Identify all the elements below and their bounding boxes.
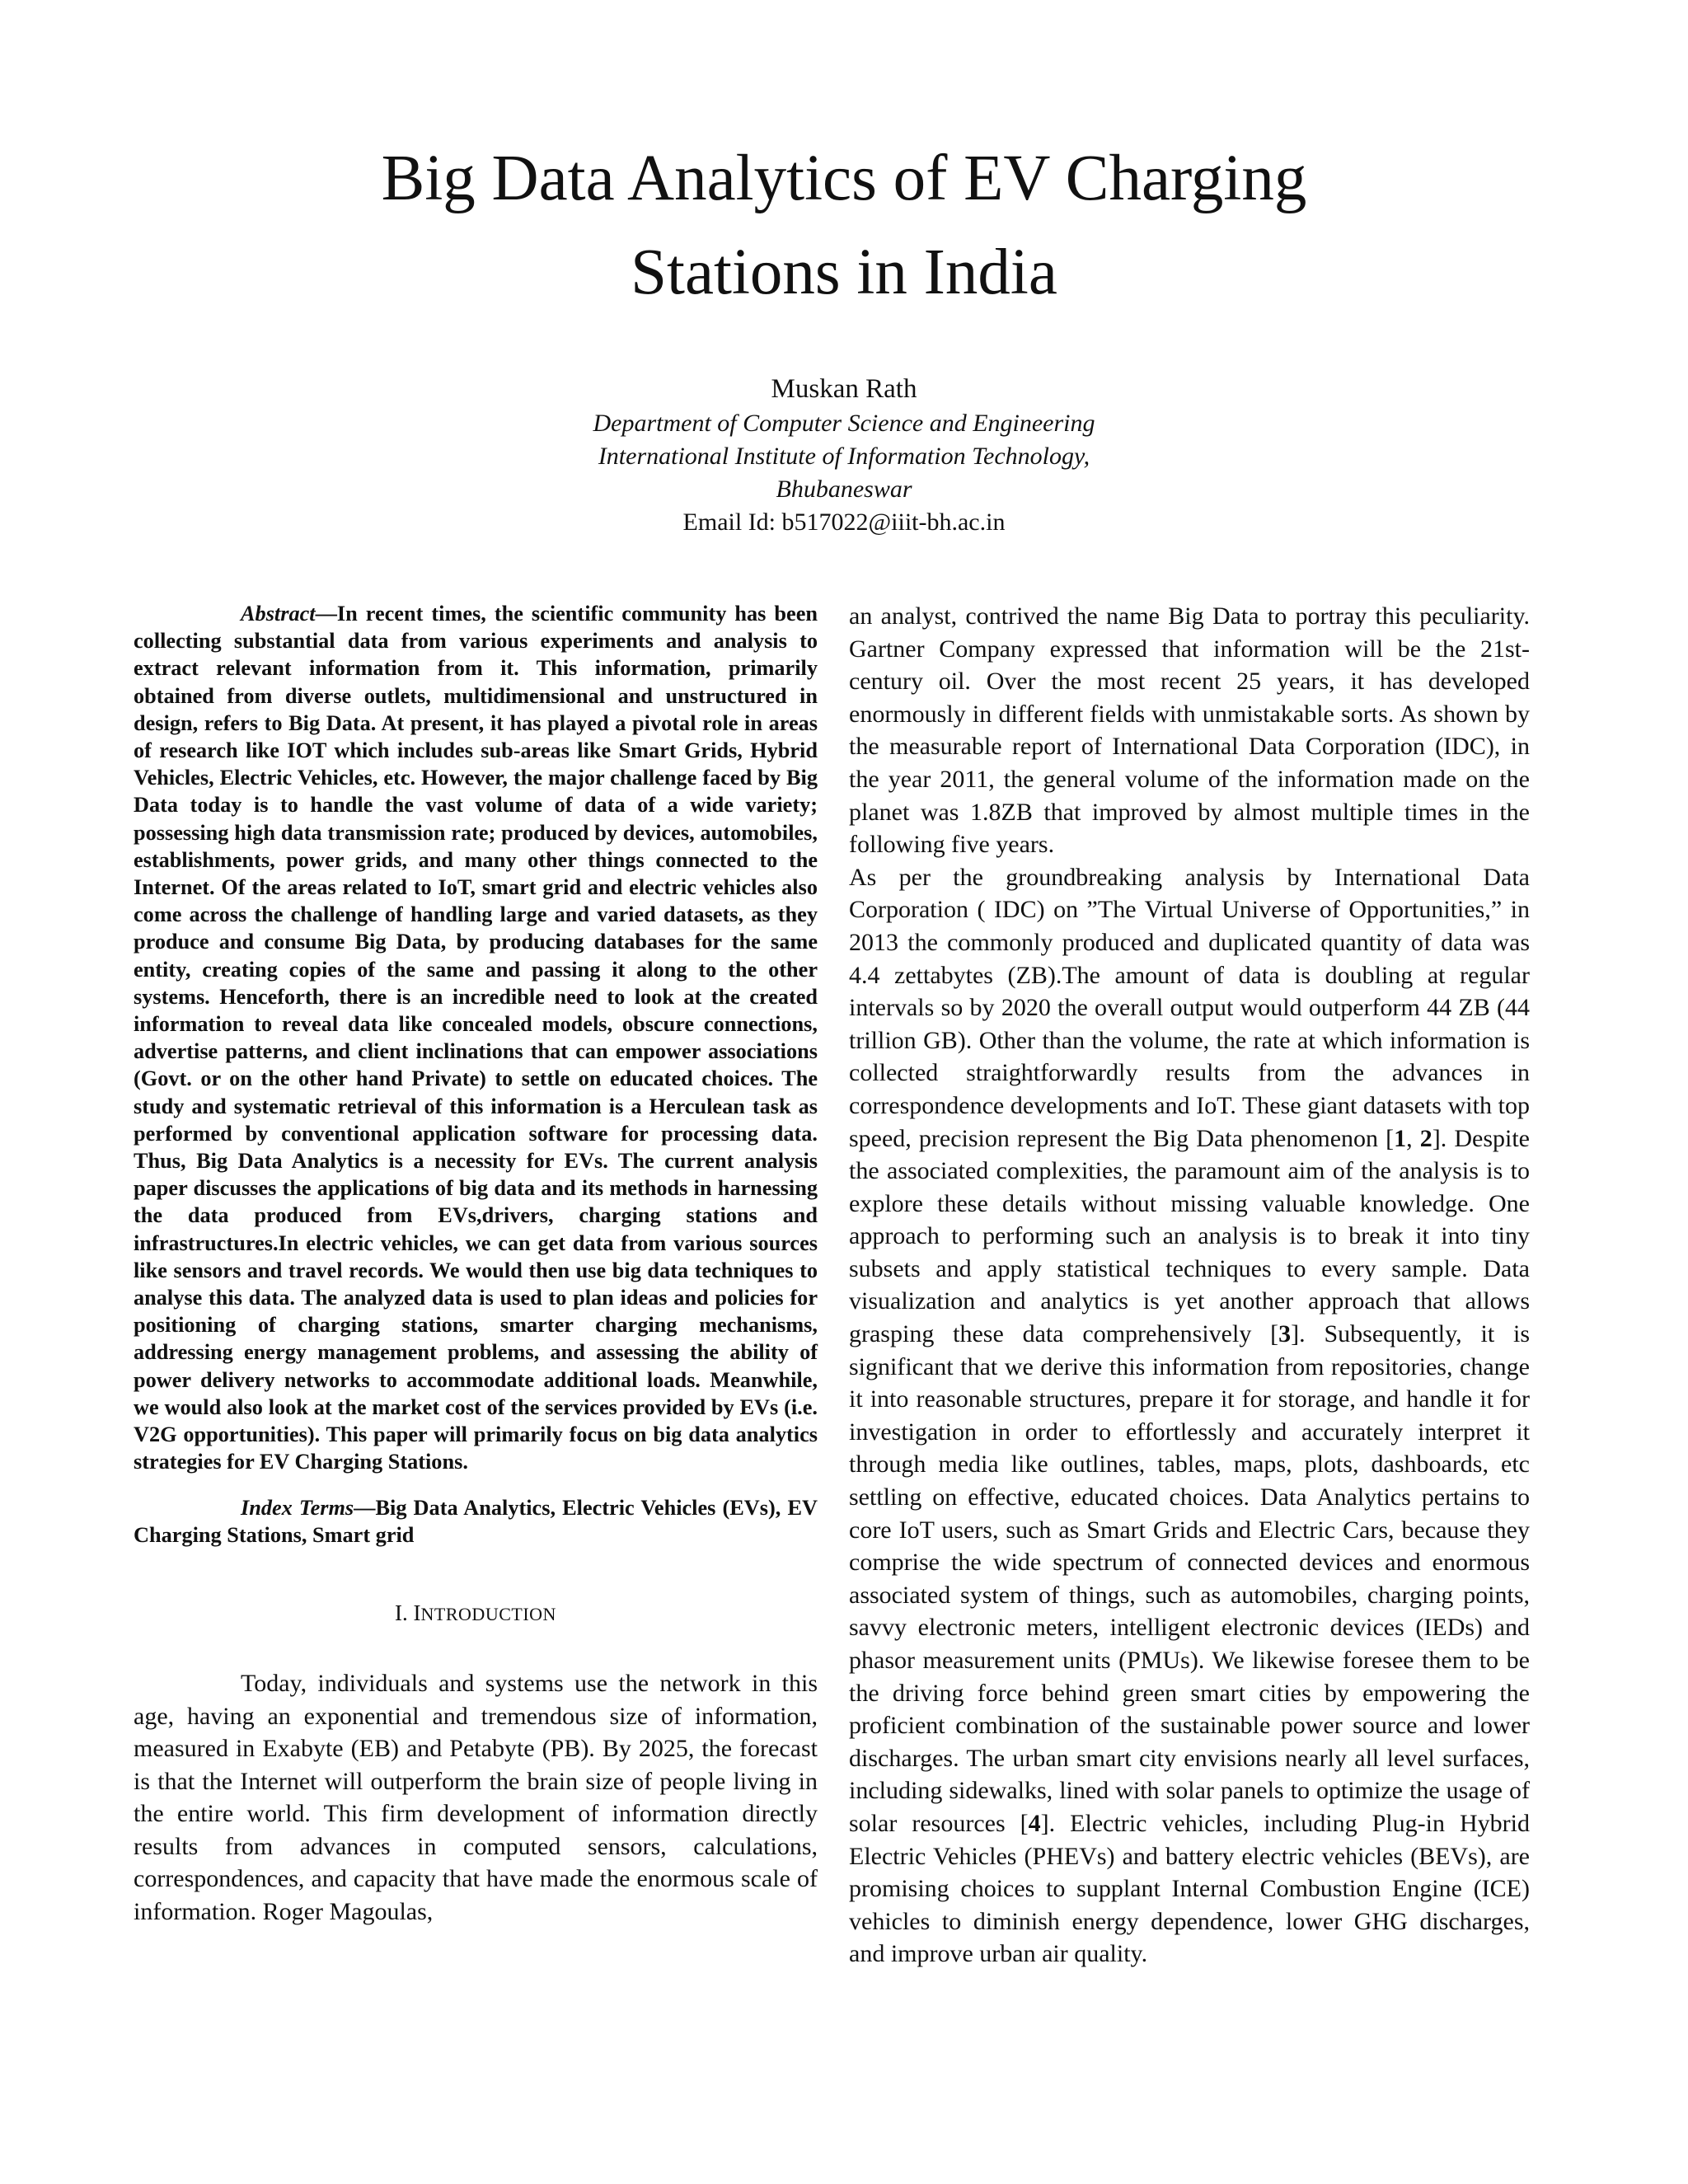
- idc-paragraph-part-2: ]. Despite the associated complexities, the paramount aim of the analysis is to explore these details without missing valuable knowledge. One approach to performing such an analysis is to break it into tiny subsets and apply statistical techniques to every sample. Data visualization and analytics is yet another approach that allows grasping these data comprehensively [: [849, 1124, 1530, 1348]
- idc-paragraph-part-4: ]. Electric vehicles, including Plug-in Hybrid Electric Vehicles (PHEVs) and battery electric vehicles (BEVs), are promising choices to supplant Internal Combustion Engine (ICE) vehicles to diminish energy dependence, lower GHG discharges, and improve urban air quality.: [849, 1809, 1530, 1968]
- abstract-text: —In recent times, the scientific community has been collecting substantial data from various experiments and analysis to extract relevant information from it. This information, primarily obtained from diverse outlets, multidimensional and unstructured in design, refers to Big Data. At present, it has played a pivotal role in areas of research like IOT which includes sub-areas like Smart Grids, Hybrid Vehicles, Electric Vehicles, etc. However, the major challenge faced by Big Data today is to handle the vast volume of data of a wide variety; possessing high data transmission rate; produced by devices, automobiles, establishments, power grids, and many other things connected to the Internet. Of the areas related to IoT, smart grid and electric vehicles also come across the challenge of handling large and varied datasets, as they produce and consume Big Data, by producing databases for the same entity, creating copies of the same and passing it along to the other systems. Henceforth, there is an incredible need to look at the created information to reveal data like concealed models, obscure connections, advertise patterns, and client inclinations that can empower associations (Govt. or on the other hand Private) to settle on educated choices. The study and systematic retrieval of this information is a Herculean task as performed by conventional application software for processing data. Thus, Big Data Analytics is a necessity for EVs. The current analysis paper discusses the applications of big data and its methods in harnessing the data produced from EVs,drivers, charging stations and infrastructures.In electric vehicles, we can get data from various sources like sensors and travel records. We would then use big data techniques to analyse this data. The analyzed data is used to plan ideas and policies for positioning of charging stations, smarter charging mechanisms, addressing energy management problems, and assessing the ability of power delivery networks to accommodate additional loads. Meanwhile, we would also look at the market cost of the services provided by EVs (i.e. V2G opportunities). This paper will primarily focus on big data analytics strategies for EV Charging Stations.: [134, 602, 818, 1474]
- author-block: [0, 371, 1688, 539]
- citation-ref-1: 1: [1394, 1124, 1407, 1152]
- intro-paragraph: Today, individuals and systems use the network in this age, having an exponential and tremendous size of information, measured in Exabyte (EB) and Petabyte (PB). By 2025, the forecast is that the Internet will outperform the brain size of people living in the entire world. This firm development of information directly results from advances in computed sensors, calculations, correspondences, and capacity that have made the enormous scale of information. Roger Magoulas,: [134, 1669, 818, 1926]
- paper-title-line-2: Stations in India: [631, 237, 1057, 308]
- left-column: [134, 600, 818, 1929]
- citation-ref-4: 4: [1028, 1809, 1041, 1837]
- right-column: [849, 600, 1530, 1971]
- section-heading-introduction: [134, 1598, 818, 1629]
- idc-paragraph-part-3: ]. Subsequently, it is significant that we derive this information from repositories, change it into reasonable structures, prepare it for storage, and handle it for investigation in order to effortlessly and accurately interpret it through media like outlines, tables, maps, plots, dashboards, etc settling on effective, educated choices. Data Analytics pertains to core IoT users, such as Smart Grids and Electric Cars, because they comprise the wide spectrum of connected devices and enormous associated system of things, such as automobiles, charging points, savvy electronic meters, intelligent electronic devices (IEDs) and phasor measurement units (PMUs). We likewise foresee them to be the driving force behind green smart cities by empowering the proficient combination of the sustainable power source and lower discharges. The urban smart city envisions nearly all level surfaces, including sidewalks, lined with solar panels to optimize the usage of solar resources [: [849, 1320, 1530, 1837]
- citation-ref-2: 2: [1419, 1124, 1432, 1152]
- author-email: Email Id: b517022@iiit-bh.ac.in: [682, 509, 1006, 536]
- paper-title-line-1: Big Data Analytics of EV Charging: [381, 143, 1307, 214]
- index-terms-text: —Big Data Analytics, Electric Vehicles (EVs), EV Charging Stations, Smart grid: [134, 1495, 818, 1547]
- paper-title: [0, 132, 1688, 320]
- author-affiliation-city: Bhubaneswar: [776, 476, 912, 503]
- abstract-label: Abstract: [241, 602, 316, 626]
- section-number: I.: [395, 1600, 408, 1625]
- citation-ref-3: 3: [1278, 1320, 1292, 1348]
- author-affiliation-institute: International Institute of Information Technology,: [598, 443, 1090, 470]
- author-name: Muskan Rath: [771, 374, 917, 404]
- section-title-initial: I: [413, 1600, 421, 1625]
- idc-paragraph: [849, 861, 1530, 1971]
- intro-paragraph-continued: an analyst, contrived the name Big Data to portray this peculiarity. Gartner Company expressed that information will be the 21st-century oil. Over the most recent 25 years, it has developed enormously in different fields with unmistakable sorts. As shown by the measurable report of International Data Corporation (IDC), in the year 2011, the general volume of the information made on the planet was 1.8ZB that improved by almost multiple times in the following five years.: [849, 602, 1530, 859]
- abstract: [134, 600, 818, 1476]
- idc-paragraph-part-1: As per the groundbreaking analysis by International Data Corporation ( IDC) on ”The Virtual Universe of Opportunities,” in 2013 the commonly produced and duplicated quantity of data was 4.4 zettabytes (ZB).The amount of data is doubling at regular intervals so by 2020 the overall output would outperform 44 ZB (44 trillion GB). Other than the volume, the rate at which information is collected straightforwardly results from the advances in correspondence developments and IoT. These giant datasets with top speed, precision represent the Big Data phenomenon [: [849, 863, 1530, 1152]
- index-terms: [134, 1494, 818, 1549]
- author-affiliation-department: Department of Computer Science and Engineering: [593, 410, 1095, 437]
- index-terms-label: Index Terms: [241, 1495, 354, 1520]
- section-title-rest: NTRODUCTION: [420, 1603, 556, 1624]
- citation-separator: ,: [1406, 1124, 1420, 1152]
